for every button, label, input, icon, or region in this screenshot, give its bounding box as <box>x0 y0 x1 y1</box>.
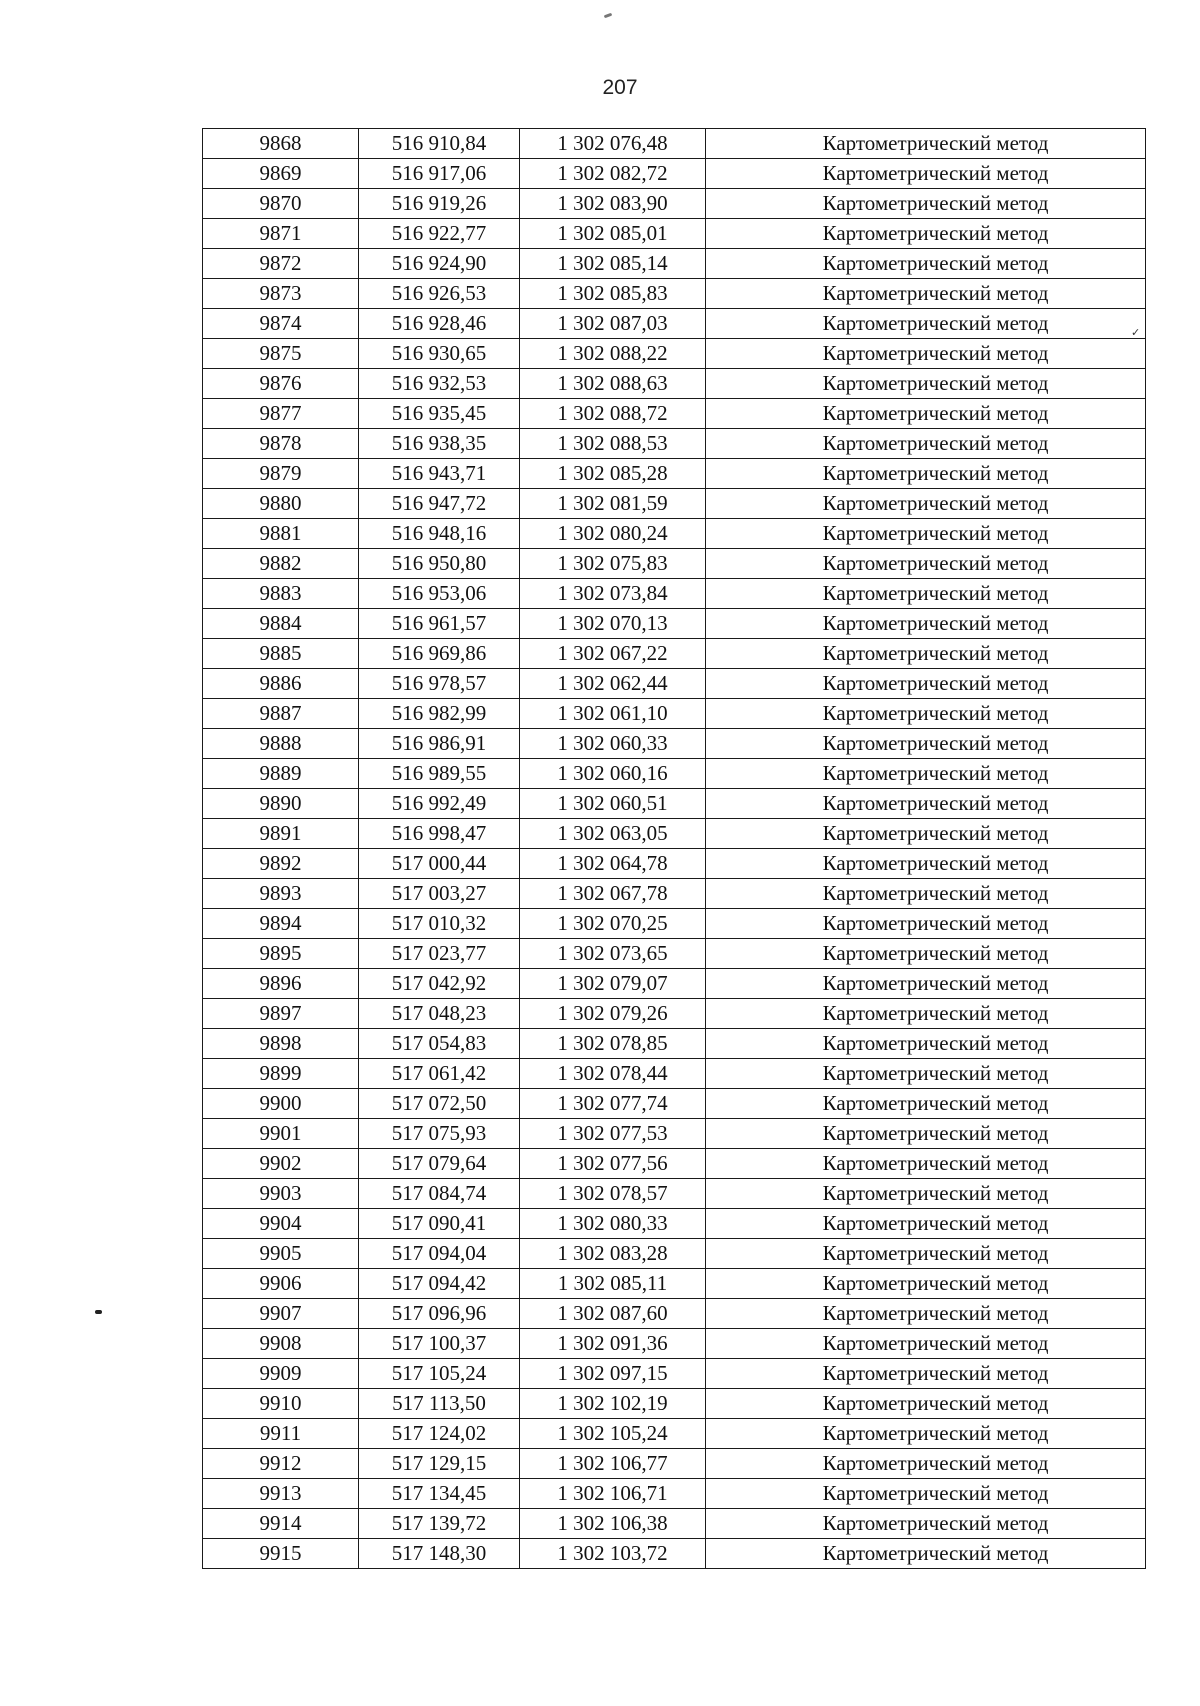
page-number: 207 <box>602 76 638 99</box>
table-row <box>203 1059 1146 1089</box>
y-coordinate-cell: 1 302 078,85 <box>520 1029 706 1059</box>
point-id-cell: 9903 <box>203 1179 359 1209</box>
y-coordinate-cell: 1 302 085,14 <box>520 249 706 279</box>
x-coordinate-cell: 517 048,23 <box>359 999 520 1029</box>
point-id-cell: 9873 <box>203 279 359 309</box>
y-coordinate-cell: 1 302 077,53 <box>520 1119 706 1149</box>
y-coordinate-cell: 1 302 061,10 <box>520 699 706 729</box>
point-id-cell: 9909 <box>203 1359 359 1389</box>
point-id-cell: 9912 <box>203 1449 359 1479</box>
point-id-cell: 9871 <box>203 219 359 249</box>
y-coordinate-cell: 1 302 063,05 <box>520 819 706 849</box>
method-cell: Картометрический метод <box>706 1299 1146 1329</box>
point-id-cell: 9894 <box>203 909 359 939</box>
table-row <box>203 159 1146 189</box>
y-coordinate-cell: 1 302 067,78 <box>520 879 706 909</box>
x-coordinate-cell: 516 930,65 <box>359 339 520 369</box>
method-cell: Картометрический метод <box>706 1209 1146 1239</box>
x-coordinate-cell: 516 922,77 <box>359 219 520 249</box>
method-cell: Картометрический метод <box>706 1029 1146 1059</box>
method-cell: Картометрический метод <box>706 1179 1146 1209</box>
method-cell: Картометрический метод <box>706 249 1146 279</box>
point-id-cell: 9890 <box>203 789 359 819</box>
method-cell: Картометрический метод <box>706 1359 1146 1389</box>
table-row <box>203 579 1146 609</box>
y-coordinate-cell: 1 302 097,15 <box>520 1359 706 1389</box>
x-coordinate-cell: 516 928,46 <box>359 309 520 339</box>
table-row <box>203 459 1146 489</box>
x-coordinate-cell: 516 917,06 <box>359 159 520 189</box>
y-coordinate-cell: 1 302 088,22 <box>520 339 706 369</box>
x-coordinate-cell: 516 982,99 <box>359 699 520 729</box>
method-cell: Картометрический метод <box>706 879 1146 909</box>
y-coordinate-cell: 1 302 088,63 <box>520 369 706 399</box>
x-coordinate-cell: 517 094,04 <box>359 1239 520 1269</box>
method-cell: Картометрический метод <box>706 189 1146 219</box>
table-row <box>203 1269 1146 1299</box>
table-row <box>203 939 1146 969</box>
table-row <box>203 549 1146 579</box>
x-coordinate-cell: 516 989,55 <box>359 759 520 789</box>
y-coordinate-cell: 1 302 078,57 <box>520 1179 706 1209</box>
table-row <box>203 1449 1146 1479</box>
y-coordinate-cell: 1 302 075,83 <box>520 549 706 579</box>
method-cell: Картометрический метод <box>706 1389 1146 1419</box>
point-id-cell: 9887 <box>203 699 359 729</box>
point-id-cell: 9911 <box>203 1419 359 1449</box>
x-coordinate-cell: 516 924,90 <box>359 249 520 279</box>
point-id-cell: 9868 <box>203 129 359 159</box>
point-id-cell: 9897 <box>203 999 359 1029</box>
point-id-cell: 9898 <box>203 1029 359 1059</box>
table-row <box>203 129 1146 159</box>
y-coordinate-cell: 1 302 083,28 <box>520 1239 706 1269</box>
x-coordinate-cell: 516 926,53 <box>359 279 520 309</box>
y-coordinate-cell: 1 302 079,26 <box>520 999 706 1029</box>
method-cell: Картометрический метод <box>706 759 1146 789</box>
point-id-cell: 9905 <box>203 1239 359 1269</box>
point-id-cell: 9899 <box>203 1059 359 1089</box>
method-cell: Картометрический метод <box>706 1419 1146 1449</box>
method-cell: Картометрический метод <box>706 429 1146 459</box>
point-id-cell: 9896 <box>203 969 359 999</box>
point-id-cell: 9915 <box>203 1539 359 1569</box>
method-cell: Картометрический метод <box>706 279 1146 309</box>
method-cell: Картометрический метод <box>706 819 1146 849</box>
point-id-cell: 9895 <box>203 939 359 969</box>
method-cell: Картометрический метод <box>706 1449 1146 1479</box>
x-coordinate-cell: 517 134,45 <box>359 1479 520 1509</box>
y-coordinate-cell: 1 302 106,77 <box>520 1449 706 1479</box>
point-id-cell: 9874 <box>203 309 359 339</box>
point-id-cell: 9889 <box>203 759 359 789</box>
x-coordinate-cell: 517 100,37 <box>359 1329 520 1359</box>
table-row <box>203 969 1146 999</box>
method-cell: Картометрический метод <box>706 549 1146 579</box>
method-cell: Картометрический метод <box>706 1059 1146 1089</box>
x-coordinate-cell: 517 054,83 <box>359 1029 520 1059</box>
method-cell: Картометрический метод <box>706 639 1146 669</box>
point-id-cell: 9875 <box>203 339 359 369</box>
point-id-cell: 9884 <box>203 609 359 639</box>
x-coordinate-cell: 517 010,32 <box>359 909 520 939</box>
method-cell: Картометрический метод <box>706 219 1146 249</box>
y-coordinate-cell: 1 302 102,19 <box>520 1389 706 1419</box>
point-id-cell: 9882 <box>203 549 359 579</box>
table-row <box>203 1479 1146 1509</box>
x-coordinate-cell: 517 139,72 <box>359 1509 520 1539</box>
y-coordinate-cell: 1 302 085,28 <box>520 459 706 489</box>
method-cell: Картометрический метод <box>706 729 1146 759</box>
y-coordinate-cell: 1 302 085,83 <box>520 279 706 309</box>
x-coordinate-cell: 516 978,57 <box>359 669 520 699</box>
point-id-cell: 9914 <box>203 1509 359 1539</box>
point-id-cell: 9879 <box>203 459 359 489</box>
point-id-cell: 9913 <box>203 1479 359 1509</box>
method-cell: Картометрический метод <box>706 459 1146 489</box>
table-row <box>203 819 1146 849</box>
table-row <box>203 1389 1146 1419</box>
method-cell: Картометрический метод <box>706 1269 1146 1299</box>
y-coordinate-cell: 1 302 073,84 <box>520 579 706 609</box>
x-coordinate-cell: 516 935,45 <box>359 399 520 429</box>
method-cell: Картометрический метод <box>706 1119 1146 1149</box>
y-coordinate-cell: 1 302 077,74 <box>520 1089 706 1119</box>
table-row <box>203 729 1146 759</box>
method-cell: Картометрический метод <box>706 399 1146 429</box>
y-coordinate-cell: 1 302 106,71 <box>520 1479 706 1509</box>
x-coordinate-cell: 517 042,92 <box>359 969 520 999</box>
point-id-cell: 9876 <box>203 369 359 399</box>
y-coordinate-cell: 1 302 064,78 <box>520 849 706 879</box>
method-cell: Картометрический метод <box>706 999 1146 1029</box>
y-coordinate-cell: 1 302 080,24 <box>520 519 706 549</box>
y-coordinate-cell: 1 302 088,53 <box>520 429 706 459</box>
y-coordinate-cell: 1 302 083,90 <box>520 189 706 219</box>
y-coordinate-cell: 1 302 087,60 <box>520 1299 706 1329</box>
point-id-cell: 9906 <box>203 1269 359 1299</box>
x-coordinate-cell: 517 072,50 <box>359 1089 520 1119</box>
point-id-cell: 9907 <box>203 1299 359 1329</box>
method-cell: Картометрический метод <box>706 309 1146 339</box>
y-coordinate-cell: 1 302 091,36 <box>520 1329 706 1359</box>
point-id-cell: 9870 <box>203 189 359 219</box>
table-row <box>203 879 1146 909</box>
table-row <box>203 489 1146 519</box>
x-coordinate-cell: 517 129,15 <box>359 1449 520 1479</box>
x-coordinate-cell: 517 000,44 <box>359 849 520 879</box>
method-cell: Картометрический метод <box>706 1479 1146 1509</box>
x-coordinate-cell: 517 113,50 <box>359 1389 520 1419</box>
x-coordinate-cell: 517 075,93 <box>359 1119 520 1149</box>
method-cell: Картометрический метод <box>706 339 1146 369</box>
table-row <box>203 189 1146 219</box>
table-row <box>203 1509 1146 1539</box>
table-row <box>203 669 1146 699</box>
y-coordinate-cell: 1 302 085,11 <box>520 1269 706 1299</box>
point-id-cell: 9878 <box>203 429 359 459</box>
point-id-cell: 9901 <box>203 1119 359 1149</box>
x-coordinate-cell: 516 932,53 <box>359 369 520 399</box>
y-coordinate-cell: 1 302 106,38 <box>520 1509 706 1539</box>
method-cell: Картометрический метод <box>706 1089 1146 1119</box>
x-coordinate-cell: 517 061,42 <box>359 1059 520 1089</box>
x-coordinate-cell: 517 105,24 <box>359 1359 520 1389</box>
table-row <box>203 609 1146 639</box>
method-cell: Картометрический метод <box>706 579 1146 609</box>
point-id-cell: 9883 <box>203 579 359 609</box>
table-row <box>203 999 1146 1029</box>
method-cell: Картометрический метод <box>706 1149 1146 1179</box>
y-coordinate-cell: 1 302 060,33 <box>520 729 706 759</box>
point-id-cell: 9910 <box>203 1389 359 1419</box>
x-coordinate-cell: 517 094,42 <box>359 1269 520 1299</box>
table-row <box>203 429 1146 459</box>
table-row <box>203 1119 1146 1149</box>
y-coordinate-cell: 1 302 082,72 <box>520 159 706 189</box>
table-row <box>203 699 1146 729</box>
table-row <box>203 789 1146 819</box>
method-cell: Картометрический метод <box>706 159 1146 189</box>
x-coordinate-cell: 516 998,47 <box>359 819 520 849</box>
y-coordinate-cell: 1 302 077,56 <box>520 1149 706 1179</box>
point-id-cell: 9869 <box>203 159 359 189</box>
x-coordinate-cell: 516 986,91 <box>359 729 520 759</box>
table-row <box>203 1149 1146 1179</box>
table-row <box>203 1209 1146 1239</box>
point-id-cell: 9904 <box>203 1209 359 1239</box>
table-row <box>203 369 1146 399</box>
y-coordinate-cell: 1 302 073,65 <box>520 939 706 969</box>
table-row <box>203 909 1146 939</box>
method-cell: Картометрический метод <box>706 669 1146 699</box>
table-row <box>203 1239 1146 1269</box>
table-row <box>203 309 1146 339</box>
x-coordinate-cell: 517 003,27 <box>359 879 520 909</box>
table-row <box>203 519 1146 549</box>
x-coordinate-cell: 516 947,72 <box>359 489 520 519</box>
table-row <box>203 1419 1146 1449</box>
scan-speck: ✓ <box>1131 327 1141 339</box>
scan-speck <box>604 13 613 19</box>
table-row <box>203 1089 1146 1119</box>
x-coordinate-cell: 517 090,41 <box>359 1209 520 1239</box>
y-coordinate-cell: 1 302 076,48 <box>520 129 706 159</box>
y-coordinate-cell: 1 302 079,07 <box>520 969 706 999</box>
point-id-cell: 9902 <box>203 1149 359 1179</box>
y-coordinate-cell: 1 302 088,72 <box>520 399 706 429</box>
point-id-cell: 9881 <box>203 519 359 549</box>
table-row <box>203 639 1146 669</box>
y-coordinate-cell: 1 302 070,25 <box>520 909 706 939</box>
coordinates-table-body <box>203 129 1146 1569</box>
x-coordinate-cell: 516 961,57 <box>359 609 520 639</box>
x-coordinate-cell: 516 919,26 <box>359 189 520 219</box>
table-row <box>203 1029 1146 1059</box>
point-id-cell: 9886 <box>203 669 359 699</box>
y-coordinate-cell: 1 302 081,59 <box>520 489 706 519</box>
method-cell: Картометрический метод <box>706 789 1146 819</box>
x-coordinate-cell: 516 948,16 <box>359 519 520 549</box>
x-coordinate-cell: 517 148,30 <box>359 1539 520 1569</box>
method-cell: Картометрический метод <box>706 129 1146 159</box>
y-coordinate-cell: 1 302 060,51 <box>520 789 706 819</box>
x-coordinate-cell: 516 938,35 <box>359 429 520 459</box>
method-cell: Картометрический метод <box>706 519 1146 549</box>
table-row <box>203 849 1146 879</box>
table-row <box>203 249 1146 279</box>
coordinates-table <box>202 128 1146 1569</box>
y-coordinate-cell: 1 302 060,16 <box>520 759 706 789</box>
y-coordinate-cell: 1 302 067,22 <box>520 639 706 669</box>
x-coordinate-cell: 516 950,80 <box>359 549 520 579</box>
table-row <box>203 219 1146 249</box>
point-id-cell: 9888 <box>203 729 359 759</box>
table-row <box>203 399 1146 429</box>
method-cell: Картометрический метод <box>706 609 1146 639</box>
x-coordinate-cell: 517 079,64 <box>359 1149 520 1179</box>
table-row <box>203 1299 1146 1329</box>
x-coordinate-cell: 516 953,06 <box>359 579 520 609</box>
method-cell: Картометрический метод <box>706 699 1146 729</box>
method-cell: Картометрический метод <box>706 939 1146 969</box>
point-id-cell: 9908 <box>203 1329 359 1359</box>
method-cell: Картометрический метод <box>706 849 1146 879</box>
point-id-cell: 9880 <box>203 489 359 519</box>
y-coordinate-cell: 1 302 070,13 <box>520 609 706 639</box>
x-coordinate-cell: 517 084,74 <box>359 1179 520 1209</box>
table-row <box>203 1539 1146 1569</box>
method-cell: Картометрический метод <box>706 909 1146 939</box>
method-cell: Картометрический метод <box>706 1329 1146 1359</box>
method-cell: Картометрический метод <box>706 369 1146 399</box>
y-coordinate-cell: 1 302 087,03 <box>520 309 706 339</box>
table-row <box>203 279 1146 309</box>
y-coordinate-cell: 1 302 080,33 <box>520 1209 706 1239</box>
point-id-cell: 9900 <box>203 1089 359 1119</box>
table-row <box>203 1329 1146 1359</box>
x-coordinate-cell: 516 910,84 <box>359 129 520 159</box>
y-coordinate-cell: 1 302 085,01 <box>520 219 706 249</box>
point-id-cell: 9885 <box>203 639 359 669</box>
y-coordinate-cell: 1 302 103,72 <box>520 1539 706 1569</box>
x-coordinate-cell: 517 124,02 <box>359 1419 520 1449</box>
table-row <box>203 1359 1146 1389</box>
method-cell: Картометрический метод <box>706 489 1146 519</box>
scan-speck <box>95 1310 102 1314</box>
point-id-cell: 9892 <box>203 849 359 879</box>
y-coordinate-cell: 1 302 105,24 <box>520 1419 706 1449</box>
table-row <box>203 759 1146 789</box>
x-coordinate-cell: 516 943,71 <box>359 459 520 489</box>
point-id-cell: 9877 <box>203 399 359 429</box>
table-row <box>203 1179 1146 1209</box>
point-id-cell: 9872 <box>203 249 359 279</box>
method-cell: Картометрический метод <box>706 1239 1146 1269</box>
x-coordinate-cell: 517 023,77 <box>359 939 520 969</box>
table-row <box>203 339 1146 369</box>
x-coordinate-cell: 517 096,96 <box>359 1299 520 1329</box>
y-coordinate-cell: 1 302 062,44 <box>520 669 706 699</box>
y-coordinate-cell: 1 302 078,44 <box>520 1059 706 1089</box>
x-coordinate-cell: 516 969,86 <box>359 639 520 669</box>
method-cell: Картометрический метод <box>706 1539 1146 1569</box>
method-cell: Картометрический метод <box>706 1509 1146 1539</box>
point-id-cell: 9891 <box>203 819 359 849</box>
point-id-cell: 9893 <box>203 879 359 909</box>
x-coordinate-cell: 516 992,49 <box>359 789 520 819</box>
method-cell: Картометрический метод <box>706 969 1146 999</box>
